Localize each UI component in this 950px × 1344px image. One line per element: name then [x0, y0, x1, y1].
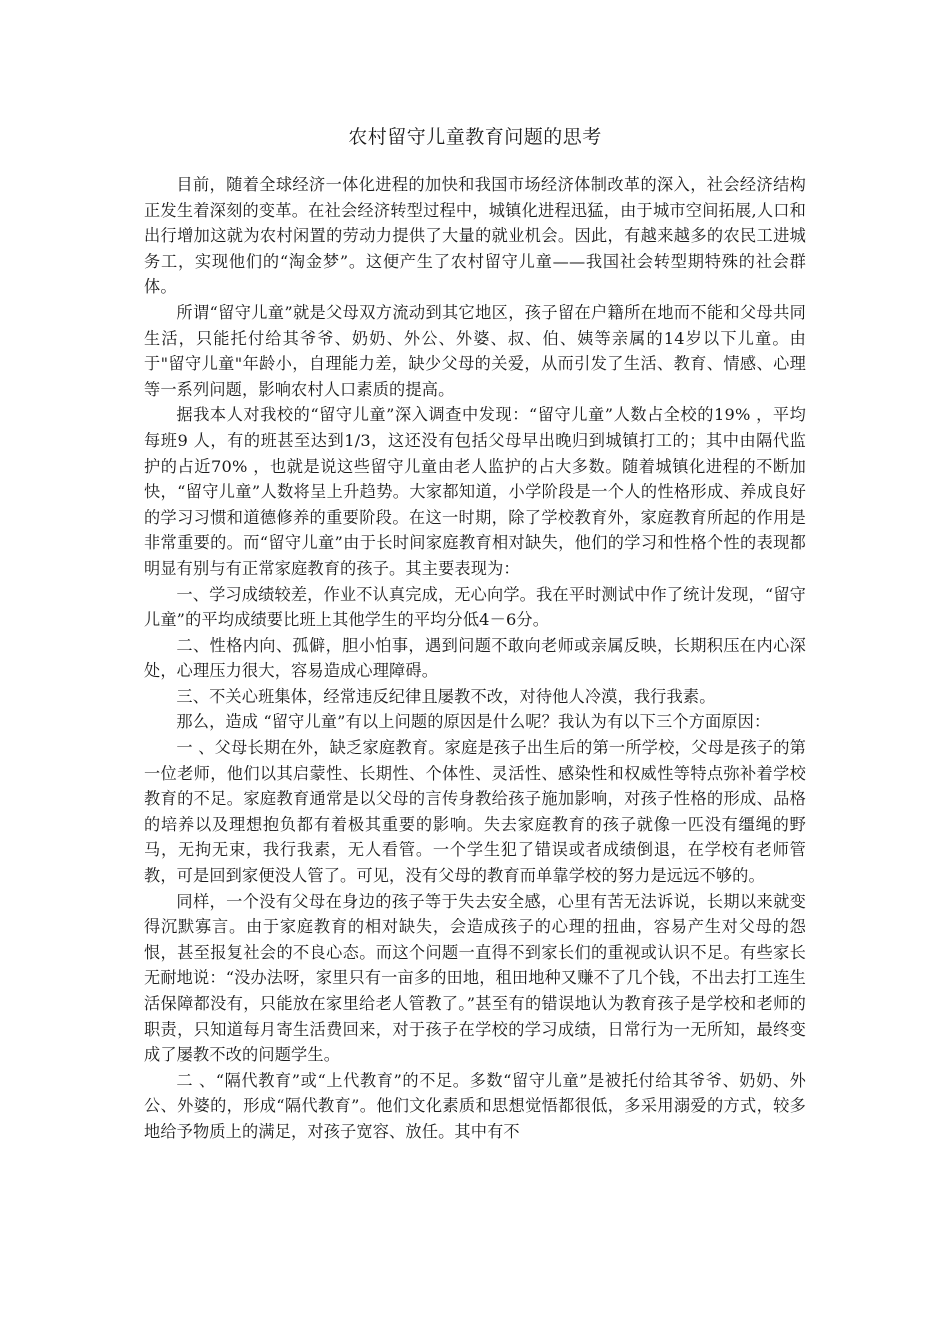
paragraph-survey: 据我本人对我校的“留守儿童”深入调查中发现：“留守儿童”人数占全校的19% ，平均每班9 人，有的班甚至达到1/3，这还没有包括父母早出晚归到城镇打工的；其中由隔代监护的占近70% ，也就是说这些留守儿童由老人监护的占大多数。随着城镇化进程的不断加快，“留守儿童”人数将呈上升趋势。大家都知道，小学阶段是一个人的性格形成、养成良好的学习习惯和道德修养的重要阶段。在这一时期，除了学校教育外，家庭教育所起的作用是非常重要的。而“留守儿童”由于长时间家庭教育相对缺失，他们的学习和性格个性的表现都明显有别与有正常家庭教育的孩子。其主要表现为： — [144, 405, 806, 578]
paragraph-point-1: 一、学习成绩较差，作业不认真完成，无心向学。我在平时测试中作了统计发现，“留守儿童”的平均成绩要比班上其他学生的平均分低4－6分。 — [144, 584, 806, 630]
paragraph-intro: 目前，随着全球经济一体化进程的加快和我国市场经济体制改革的深入，社会经济结构正发生着深刻的变革。在社会经济转型过程中，城镇化进程迅猛，由于城市空间拓展,人口和出行增加这就为农村闲置的劳动力提供了大量的就业机会。因此，有越来越多的农民工进城务工，实现他们的“淘金梦”。这便产生了农村留守儿童——我国社会转型期特殊的社会群体。 — [144, 175, 806, 297]
paragraph-cause-1-continued: 同样，一个没有父母在身边的孩子等于失去安全感，心里有苦无法诉说，长期以来就变得沉默寡言。由于家庭教育的相对缺失，会造成孩子的心理的扭曲，容易产生对父母的怨恨，甚至报复社会的不良心态。而这个问题一直得不到家长们的重视或认识不足。有些家长无耐地说：“没办法呀，家里只有一亩多的田地，租田地种又赚不了几个钱，不出去打工连生活保障都没有，只能放在家里给老人管教了。”甚至有的错误地认为教育孩子是学校和老师的职责，只知道每月寄生活费回来，对于孩子在学校的学习成绩，日常行为一无所知，最终变成了屡教不改的问题学生。 — [144, 891, 806, 1065]
document-title: 农村留守儿童教育问题的思考 — [348, 126, 602, 148]
paragraph-causes-intro: 那么，造成 “留守儿童”有以上问题的原因是什么呢？我认为有以下三个方面原因： — [176, 712, 771, 732]
paragraph-point-2: 二、性格内向、孤僻，胆小怕事，遇到问题不敢向老师或亲属反映，长期积压在内心深处，心理压力很大，容易造成心理障碍。 — [144, 635, 806, 681]
paragraph-definition: 所谓“留守儿童”就是父母双方流动到其它地区，孩子留在户籍所在地而不能和父母共同生活，只能托付给其爷爷、奶奶、外公、外婆、叔、伯、姨等亲属的14岁以下儿童。由于"留守儿童"年龄小，自理能力差，缺少父母的关爱，从而引发了生活、教育、情感、心理等一系列问题，影响农村人口素质的提高。 — [144, 302, 806, 399]
paragraph-cause-2: 二 、“隔代教育”或“上代教育”的不足。多数“留守儿童”是被托付给其爷爷、奶奶、外公、外婆的，形成“隔代教育”。他们文化素质和思想觉悟都很低，多采用溺爱的方式，较多地给予物质上的满足，对孩子宽容、放任。其中有不 — [144, 1070, 806, 1141]
document-page — [144, 124, 806, 1145]
paragraph-point-3: 三、不关心班集体，经常违反纪律且屡教不改，对待他人冷漠，我行我素。 — [176, 686, 716, 706]
paragraph-cause-1: 一 、父母长期在外，缺乏家庭教育。家庭是孩子出生后的第一所学校，父母是孩子的第一位老师，他们以其启蒙性、长期性、个体性、灵活性、感染性和权威性等特点弥补着学校教育的不足。家庭教育通常是以父母的言传身教给孩子施加影响，对孩子性格的形成、品格的培养以及理想抱负都有着极其重要的影响。失去家庭教育的孩子就像一匹没有缰绳的野马，无拘无束，我行我素，无人看管。一个学生犯了错误或者成绩倒退，在学校有老师管教，可是回到家便没人管了。可见，没有父母的教育而单靠学校的努力是远远不够的。 — [144, 738, 806, 886]
